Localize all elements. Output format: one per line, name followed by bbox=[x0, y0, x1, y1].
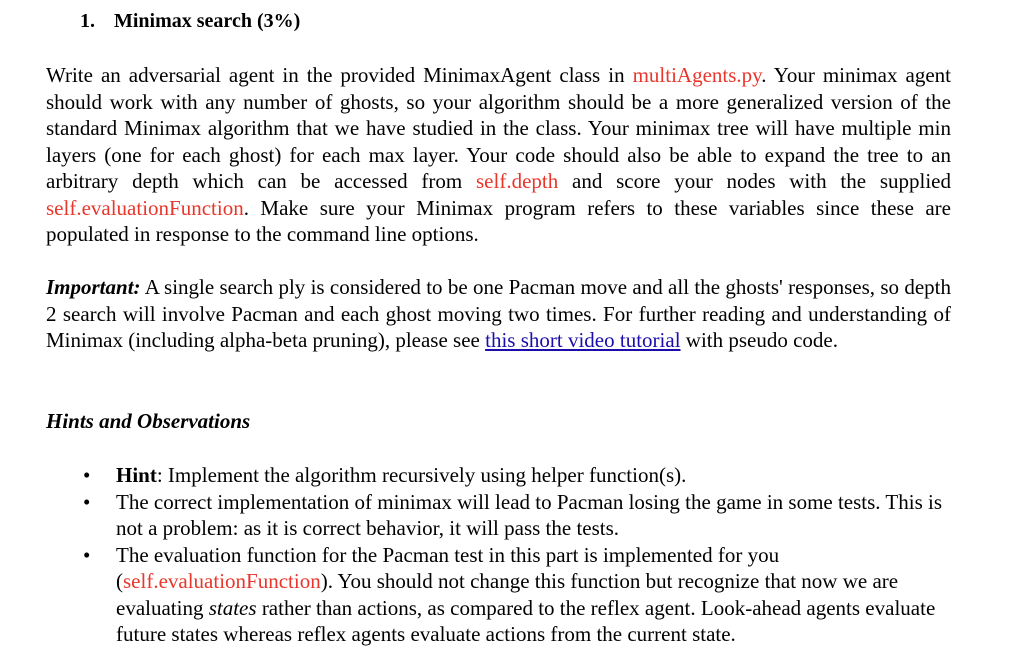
evaluation-function-reference: self.evaluationFunction bbox=[46, 195, 244, 220]
section-number: 1. bbox=[80, 10, 95, 32]
hint-label: Hint bbox=[116, 463, 157, 487]
bullet-icon: • bbox=[83, 489, 91, 514]
hint-text-2: ). You should not change this function but recognize that now we are evaluating bbox=[116, 569, 899, 620]
states-emphasis: states bbox=[208, 595, 257, 620]
hint-text: The correct implementation of minimax will lead to Pacman losing the game in some tests. This is not a problem: as it is correct behavior, it will pass the tests. bbox=[116, 489, 943, 540]
intro-text-2: . Your minimax agent should work with any number of ghosts, so your algorithm should be a more generalized version of the standard Minimax algorithm that we have studied in the class. Your minimax tree will have multiple min layers (one for each ghost) for each max layer. Your code should also be able to expand the tree to an arbitrary depth which can be accessed from bbox=[46, 63, 951, 193]
intro-paragraph bbox=[46, 62, 951, 248]
hints-list bbox=[46, 462, 951, 648]
important-text-2: with pseudo code. bbox=[680, 328, 839, 352]
hint-text-3: rather than actions, as compared to the reflex agent. Look-ahead agents evaluate future states whereas reflex agents evaluate actions from the current state. bbox=[116, 595, 936, 646]
intro-text-3: and score your nodes with the supplied bbox=[558, 169, 951, 193]
intro-text-1: Write an adversarial agent in the provided MinimaxAgent class in bbox=[46, 63, 633, 87]
important-text-1: A single search ply is considered to be one Pacman move and all the ghosts' responses, so depth 2 search will involve Pacman and each ghost moving two times. For further reading and understanding of Minimax (including alpha-beta pruning), please see bbox=[46, 275, 951, 352]
hint-item-evaluation bbox=[46, 542, 951, 648]
intro-text-4: . Make sure your Minimax program refers to these variables since these are populated in response to the command line options. bbox=[46, 195, 951, 246]
hint-text-1: The evaluation function for the Pacman test in this part is implemented for you ( bbox=[116, 542, 780, 593]
hint-item-recursion bbox=[46, 462, 951, 489]
bullet-icon: • bbox=[83, 463, 91, 487]
hint-item-losing bbox=[46, 489, 951, 542]
important-label: Important: bbox=[46, 275, 141, 299]
section-title: Minimax search (3%) bbox=[114, 10, 301, 32]
hint-text: : Implement the algorithm recursively using helper function(s). bbox=[156, 463, 687, 487]
filename-reference: multiAgents.py bbox=[632, 63, 762, 87]
evaluation-function-reference: self.evaluationFunction bbox=[123, 569, 321, 593]
bullet-icon: • bbox=[83, 542, 91, 567]
section-heading bbox=[80, 8, 300, 34]
video-tutorial-link[interactable]: this short video tutorial bbox=[485, 328, 681, 352]
depth-variable-reference: self.depth bbox=[476, 169, 559, 193]
hints-heading: Hints and Observations bbox=[46, 409, 251, 433]
important-paragraph bbox=[46, 274, 951, 354]
